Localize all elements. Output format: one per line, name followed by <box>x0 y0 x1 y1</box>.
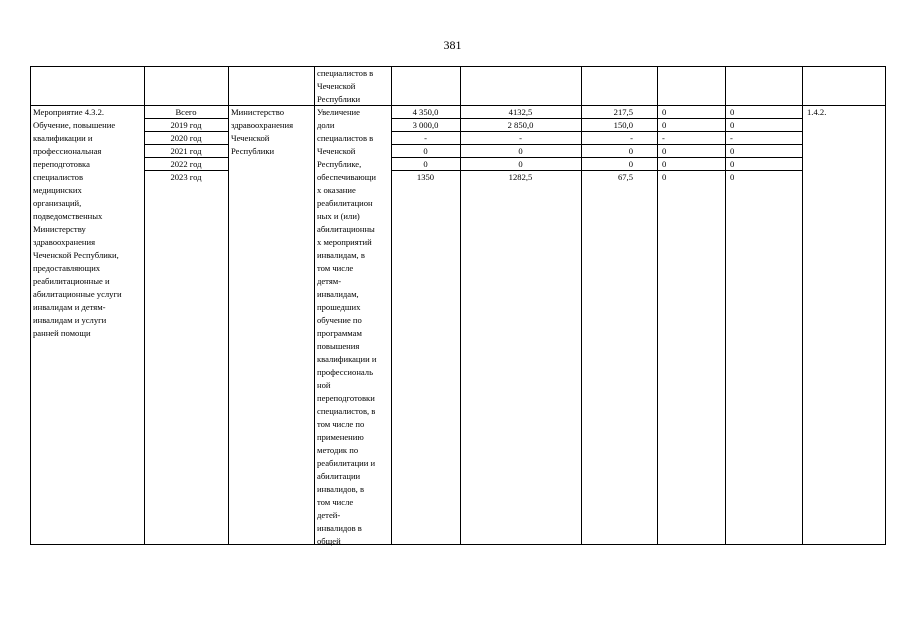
column-divider <box>228 67 229 544</box>
funding-local-value: 0 <box>662 107 667 117</box>
indicator-code: 1.4.2. <box>807 107 827 117</box>
column-divider <box>657 67 658 544</box>
funding-federal-value: 1282,5 <box>508 172 533 182</box>
funding-federal-value: - <box>519 133 522 143</box>
funding-local-value: 0 <box>662 120 667 130</box>
measure-name: Мероприятие 4.3.2. Обучение, повышение квалификации и профессиональная переподготовка специалистов медицинских организаций, подведомственных Министерству здравоохранения Чеченской Республики, предоставляющих реабилитационные и абилитационные услуги инвалидам и детям- инвалидам и услуги ранней помощи <box>33 107 122 338</box>
period-year: 2020 год <box>170 133 202 143</box>
target-indicator: Увеличение доли специалистов в Чеченской Республике, обеспечивающи х оказание реабилитацион ных и (или) абилитационны х мероприятий инвалидам, в том числе детям- инвалидам, прошедших обучение по программам повышения квалификации и профессиональ ной переподготовки специалистов, в том числе по применению методик по реабилитации и абилитации инвалидов, в том числе детей- инвалидов в общей <box>317 107 377 546</box>
funding-local-value: - <box>662 133 665 143</box>
funding-other-value: 0 <box>730 146 735 156</box>
funding-regional-value: 217,5 <box>613 107 633 117</box>
funding-total-value: 3 000,0 <box>412 120 439 130</box>
period-year: 2023 год <box>170 172 202 182</box>
funding-total-value: - <box>424 133 427 143</box>
funding-regional-value: 67,5 <box>617 172 633 182</box>
continuation-text: специалистов в Чеченской Республики <box>317 68 374 104</box>
funding-local-value: 0 <box>662 146 667 156</box>
funding-federal-value: 2 850,0 <box>507 120 534 130</box>
funding-federal-value: 4132,5 <box>508 107 533 117</box>
funding-regional-value: 150,0 <box>613 120 633 130</box>
funding-local-value: 0 <box>662 159 667 169</box>
responsible-executor: Министерство здравоохранения Чеченской Республики <box>231 107 294 156</box>
period-total: Всего <box>175 107 197 117</box>
column-divider <box>725 67 726 544</box>
funding-other-value: 0 <box>730 120 735 130</box>
funding-total-value: 0 <box>423 159 428 169</box>
funding-regional-value: - <box>630 133 633 143</box>
period-year: 2019 год <box>170 120 202 130</box>
funding-total-value: 1350 <box>416 172 435 182</box>
period-year: 2022 год <box>170 159 202 169</box>
page-number: 381 <box>443 38 462 52</box>
funding-federal-value: 0 <box>518 146 523 156</box>
funding-federal-value: 0 <box>518 159 523 169</box>
funding-regional-value: 0 <box>628 159 633 169</box>
column-divider <box>802 67 803 544</box>
period-year: 2021 год <box>170 146 202 156</box>
program-table <box>30 66 886 545</box>
funding-other-value: 0 <box>730 172 735 182</box>
funding-other-value: 0 <box>730 159 735 169</box>
funding-local-value: 0 <box>662 172 667 182</box>
funding-regional-value: 0 <box>628 146 633 156</box>
column-divider <box>314 67 315 544</box>
funding-other-value: - <box>730 133 733 143</box>
funding-other-value: 0 <box>730 107 735 117</box>
funding-total-value: 0 <box>423 146 428 156</box>
funding-total-value: 4 350,0 <box>412 107 439 117</box>
